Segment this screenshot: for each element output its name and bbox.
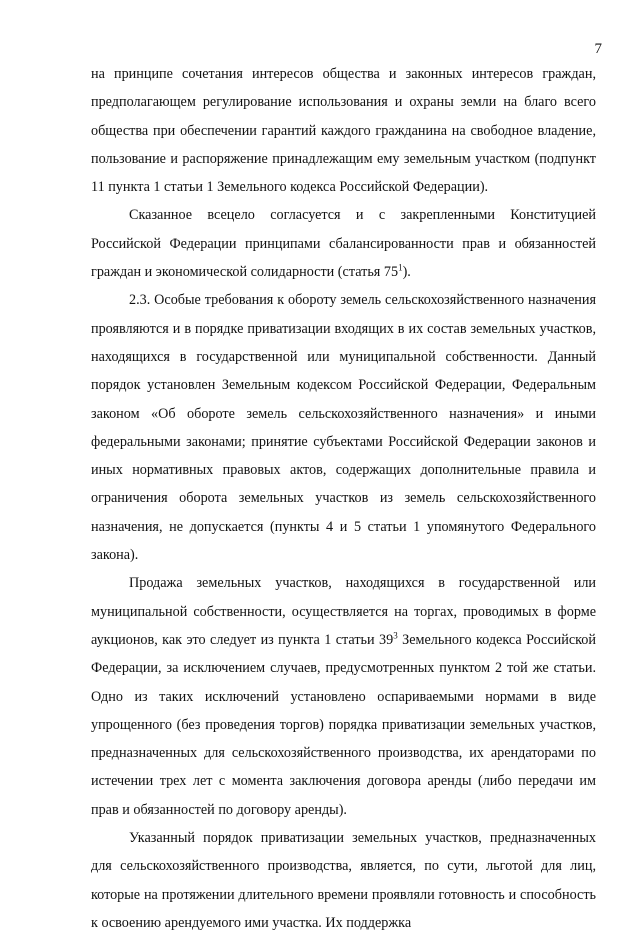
paragraph-constitution [91, 201, 596, 286]
paragraph-sale [91, 569, 596, 824]
paragraph-text: Продажа земельных участков, находящихся в государственной или муниципальной собственности, осуществляется на торгах, проводимых в форме аукционов, как это следует из пункта 1 статьи 39 [91, 575, 596, 648]
paragraph-text: ). [402, 264, 411, 281]
superscript: 1 [398, 262, 403, 273]
paragraph-privatization: Указанный порядок приватизации земельных участков, предназначенных для сельскохозяйственного производства, является, по сути, льготой для лиц, которые на протяжении длительного времени проявляли готовность и способность к освоению арендуемого ими участка. Их поддержка [91, 830, 596, 931]
paragraph-text: Земельного кодекса Российской Федерации, за исключением случаев, предусмотренных пунктом 2 той же статьи. Одно из таких исключений установлено оспариваемыми нормами в виде упрощенного (без проведения торгов) порядка приватизации земельных участков, предназначенных для сельскохозяйственного производства, их арендаторами по истечении трех лет с момента заключения договора аренды (либо передачи им прав и обязанностей по договору аренды). [91, 631, 596, 818]
page-number: 7 [594, 41, 602, 57]
document-body [91, 60, 596, 937]
paragraph-text: Сказанное всецело согласуется и с закрепленными Конституцией Российской Федерации принципами сбалансированности прав и обязанностей граждан и экономической солидарности (статья 75 [91, 207, 596, 281]
paragraph-2-3: 2.3. Особые требования к обороту земель сельскохозяйственного назначения проявляются и в порядке приватизации входящих в их состав земельных участков, находящихся в государственной или муниципальной собственности. Данный порядок установлен Земельным кодексом Российской Федерации, Федеральным законом «Об обороте земель сельскохозяйственного назначения» и иными федеральными законами; принятие субъектами Российской Федерации законов и иных нормативных правовых актов, содержащих дополнительные правила и ограничения оборота земельных участков из земель сельскохозяйственного назначения, не допускается (пункты 4 и 5 статьи 1 упомянутого Федерального закона). [91, 292, 596, 564]
paragraph-continuation: на принципе сочетания интересов общества и законных интересов граждан, предполагающем регулирование использования и охраны земли на благо всего общества при обеспечении гарантий каждого гражданина на свободное владение, пользование и распоряжение принадлежащим ему земельным участком (подпункт 11 пункта 1 статьи 1 Земельного кодекса Российской Федерации). [91, 66, 596, 196]
superscript: 3 [393, 630, 398, 641]
